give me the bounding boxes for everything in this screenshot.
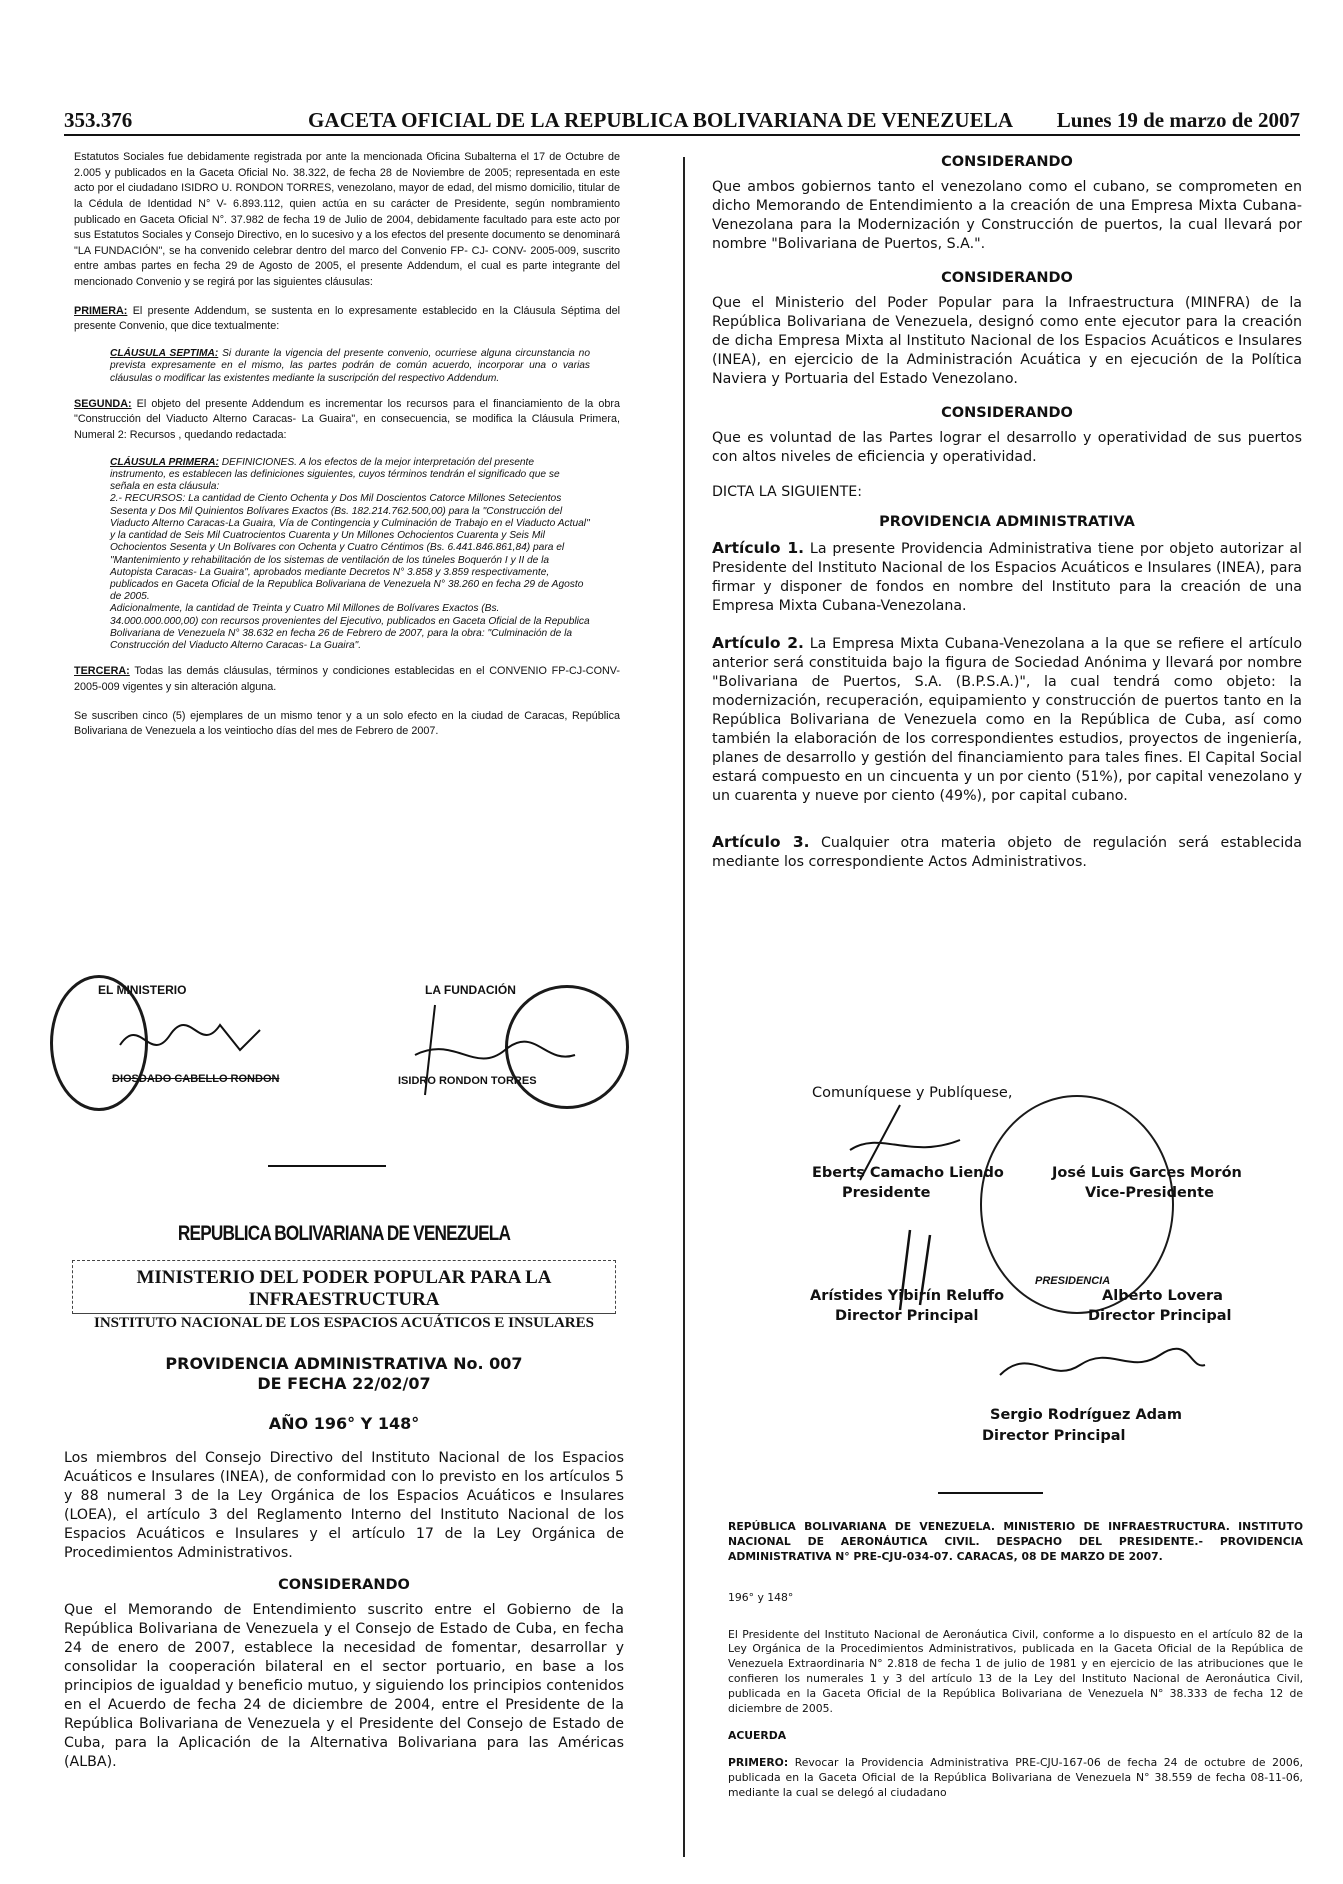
seal-text: PRESIDENCIA bbox=[1035, 1275, 1111, 1287]
clause-text: El objeto del presente Addendum es incrementar los recursos para el financiamiento de la obra "Construcción del Viaducto Alterno Caracas- La Guaira", en consecuencia, se modifica la Cláusula Primera, Numeral 2: Recursos , quedando redactada: bbox=[74, 397, 620, 442]
dicta-line: DICTA LA SIGUIENTE: bbox=[712, 484, 862, 501]
clause-text: El presente Addendum, se sustenta en lo expresamente establecido en la Cláusula Séptima del presente Convenio, que dice textualmente: bbox=[74, 304, 620, 333]
year-line: AÑO 196° Y 148° bbox=[268, 1413, 420, 1433]
signer-1-name: Eberts Camacho Liendo bbox=[812, 1165, 1004, 1181]
quote-label: CLÁUSULA SEPTIMA: bbox=[110, 348, 219, 360]
clause-label: PRIMERA: bbox=[74, 304, 128, 317]
primero-paragraph bbox=[728, 1756, 1303, 1801]
quote-clausula-primera bbox=[110, 457, 590, 653]
article-text: La Empresa Mixta Cubana-Venezolana a la que se refiere el artículo anterior será constituida bajo la figura de Sociedad Anónima y llevará por nombre "Bolivariana de Puertos, S.A. (B.P.S.A.)", la cual tendrá como objeto: la modernización, recuperación, equipamiento y construcción de puertos tanto en la República Bolivariana de Venezuela como en la República de Cuba, así como también la elaboración de los correspondientes estudios, proyectos de ingeniería, planes de desarrollo y gestión del financiamiento para tales fines. El Capital Social estará compuesto en un cincuenta y un por ciento (51%), por capital venezolano y un cuarenta y nueve por ciento (49%), por capital cubano. bbox=[712, 635, 1302, 804]
considerando-heading: CONSIDERANDO bbox=[941, 270, 1073, 287]
article-label: Artículo 1. bbox=[712, 539, 805, 558]
signer-4-role: Director Principal bbox=[1088, 1308, 1232, 1324]
quote-text: DEFINICIONES. A los efectos de la mejor interpretación del presente instrumento, es establecen las definiciones siguientes, cuyos términos tendrán el significado que se señala en esta cláusula: bbox=[110, 456, 560, 493]
instituto-heading: INSTITUTO NACIONAL DE LOS ESPACIOS ACUÁTICOS E INSULARES bbox=[93, 1314, 594, 1331]
articulo-2 bbox=[712, 633, 1302, 806]
signer-3-role: Director Principal bbox=[835, 1308, 979, 1324]
providencia-title bbox=[64, 1354, 624, 1394]
ministerio-heading: MINISTERIO DEL PODER POPULAR PARA LA INFRAESTRUCTURA bbox=[72, 1260, 616, 1314]
inac-paragraph: El Presidente del Instituto Nacional de Aeronáutica Civil, conforme a lo dispuesto en el artículo 82 de la Ley Orgánica de la Procedimientos Administrativos, publicada en la Gaceta Oficial de la República de Venezuela Extraordinaria N° 2.818 de fecha 1 de julio de 1981 y en ejercicio de las atribuciones que le confieren los numerales 1 y 3 del artículo 13 de la Ley del Instituto Nacional de Aeronáutica Civil, publicada en la Gaceta Oficial de la República Bolivariana de Venezuela N° 38.333 de fecha 12 de diciembre de 2005. bbox=[728, 1627, 1303, 1716]
article-label: Artículo 2. bbox=[712, 633, 804, 652]
gazette-title: GACETA OFICIAL DE LA REPUBLICA BOLIVARIANA DE VENEZUELA bbox=[308, 108, 1014, 132]
considerando-heading: CONSIDERANDO bbox=[941, 154, 1073, 170]
clause-text: Todas las demás cláusulas, términos y condiciones establecidas en el CONVENIO FP-CJ-CONV-2005-009 vigentes y sin alteración alguna. bbox=[74, 665, 620, 694]
ministerio-signer: DIOSDADO CABELLO RONDON bbox=[112, 1073, 280, 1085]
section-divider bbox=[938, 1492, 1043, 1494]
article-text: Cualquier otra materia objeto de regulación será establecida mediante los correspondiente Actos Administrativos. bbox=[712, 834, 1302, 870]
signer-1-role: Presidente bbox=[842, 1185, 931, 1201]
page-number: 353.376 bbox=[64, 108, 133, 132]
considerando-heading: CONSIDERANDO bbox=[278, 1576, 410, 1593]
article-text: La presente Providencia Administrativa tiene por objeto autorizar al Presidente del Instituto Nacional de los Espacios Acuáticos e Insulares (INEA), para firmar y disponer de fondos en nombre del Instituto para la creación de una Empresa Mixta Cubana-Venezolana. bbox=[712, 541, 1302, 615]
issue-date: Lunes 19 de marzo de 2007 bbox=[1056, 108, 1300, 132]
section-divider bbox=[268, 1165, 386, 1167]
quote-clausula-septima bbox=[110, 348, 590, 385]
articulo-1 bbox=[712, 538, 1302, 616]
signer-4-name: Alberto Lovera bbox=[1102, 1288, 1223, 1304]
addendum-intro: Estatutos Sociales fue debidamente registrada por ante la mencionada Oficina Subalterna el 17 de Octubre de 2.005 y publicados en la Gaceta Oficial No. 38.322, de fecha 28 de Noviembre de 2005; representada en este acto por el ciudadano ISIDRO U. RONDON TORRES, venezolano, mayor de edad, del mismo domicilio, titular de la Cédula de Identidad N° V- 6.893.112, quien actúa en su carácter de Presidente, según nombramiento publicado en Gaceta Oficial N°. 37.982 de fecha 19 de Julio de 2004, debidamente facultado para este acto por sus Estatutos Sociales y Consejo Directivo, en lo sucesivo y a los efectos del presente documento se denominará "LA FUNDACIÓN", se ha convenido celebrar dentro del marco del Convenio FP- CJ- CONV- 2005-009, suscrito entre ambas partes en fecha 29 de Agosto de 2005, el presente Addendum, el cual es parte integrante del mencionado Convenio y se regirá por las siguientes cláusulas: bbox=[74, 151, 620, 289]
providencia-007 bbox=[64, 1222, 624, 1772]
republica-heading: REPUBLICA BOLIVARIANA DE VENEZUELA bbox=[177, 1222, 511, 1245]
inac-heading: REPÚBLICA BOLIVARIANA DE VENEZUELA. MINISTERIO DE INFRAESTRUCTURA. INSTITUTO NACIONAL DE AERONÁUTICA CIVIL. DESPACHO DEL PRESIDENTE.- PROVIDENCIA ADMINISTRATIVA N° PRE-CJU-034-07. CARACAS, 08 DE MARZO DE 2007. bbox=[728, 1520, 1303, 1563]
quote-definiciones bbox=[110, 457, 590, 494]
column-divider bbox=[683, 157, 685, 1857]
inac-years: 196° y 148° bbox=[728, 1590, 794, 1604]
considerando-2: Que ambos gobiernos tanto el venezolano como el cubano, se comprometen en dicho Memorando de Entendimiento a la creación de una Empresa Mixta Cubana-Venezolana para la Modernización y Construcción de puertos, la cual llevará por nombre "Bolivariana de Puertos, S.A.". bbox=[712, 179, 1302, 253]
providencia-number: PROVIDENCIA ADMINISTRATIVA No. 007 bbox=[165, 1353, 523, 1373]
fundacion-signature-icon bbox=[395, 995, 595, 1105]
providencia-continuation bbox=[712, 154, 1302, 888]
providencia-date: DE FECHA 22/02/07 bbox=[257, 1373, 431, 1393]
inac-providencia bbox=[728, 1520, 1303, 1812]
comuniquese-line: Comuníquese y Publíquese, bbox=[812, 1085, 1013, 1101]
addendum-signatures bbox=[50, 975, 650, 1145]
preamble: Los miembros del Consejo Directivo del Instituto Nacional de los Espacios Acuáticos e Insulares (INEA), de conformidad con lo previsto en los artículos 5 y 88 numeral 3 de la Ley Orgánica de los Espacios Acuáticos e Insulares (LOEA), el artículo 3 del Reglamento Interno del Instituto Nacional de los Espacios Acuáticos e Insulares y el artículo 17 de la Ley Orgánica de Procedimientos Administrativos. bbox=[64, 1449, 624, 1561]
ministerio-signature-icon bbox=[110, 1005, 290, 1075]
considerando-3: Que el Ministerio del Poder Popular para la Infraestructura (MINFRA) de la República Bolivariana de Venezuela, designó como ente ejecutor para la creación de dicha Empresa Mixta al Instituto Nacional de los Espacios Acuáticos e Insulares (INEA), en ejercicio de la Administración Acuática y en ejecución de la Política Naviera y Portuaria del Estado Venezolano. bbox=[712, 295, 1302, 388]
quote-adicional: Adicionalmente, la cantidad de Treinta y Cuatro Mil Millones de Bolívares Exactos (Bs. 34.000.000.000,00) con recursos provenientes del Ejecutivo, publicados en Gaceta Oficial de la Republica Bolivariana de Venezuela N° 38.632 en fecha 26 de Febrero de 2007, para la obra: "Culminación de la Construcción del Viaducto Alterno Caracas- La Guaira". bbox=[110, 603, 590, 652]
clause-primera bbox=[74, 304, 620, 335]
director-signature-icon bbox=[990, 1335, 1210, 1395]
signer-2-name: José Luis Garces Morón bbox=[1052, 1165, 1242, 1181]
quote-text: Si durante la vigencia del presente convenio, ocurriese alguna circunstancia no prevista expresamente en el mismo, las partes podrán de común acuerdo, incorporar una o varias cláusulas o modificar las existentes mediante la suscripción del respectivo Addendum. bbox=[110, 348, 590, 384]
signer-3-name: Arístides Yibirín Reluffo bbox=[810, 1288, 1005, 1304]
primero-text: Revocar la Providencia Administrativa PRE-CJU-167-06 de fecha 24 de octubre de 2006, publicada en la Gaceta Oficial de la República Bolivariana de Venezuela N° 38.559 de fecha 08-11-06, mediante la cual se delegó al ciudadano bbox=[728, 1755, 1303, 1799]
gazette-header bbox=[64, 108, 1300, 136]
considerando-1: Que el Memorando de Entendimiento suscrito entre el Gobierno de la República Bolivariana de Venezuela y el Consejo de Estado de Cuba, en fecha 24 de enero de 2007, establece la necesidad de fomentar, desarrollar y consolidar la cooperación bilateral en el sector portuario, en base a los principios de igualdad y beneficio mutuo, y siguiendo los principios contenidos en el Acuerdo de fecha 24 de diciembre de 2004, entre el Presidente de la República Bolivariana de Venezuela y el Presidente del Consejo de Estado de Cuba, para la Aplicación de la Alternativa Bolivariana para las Américas (ALBA). bbox=[64, 1601, 624, 1771]
considerando-heading: CONSIDERANDO bbox=[941, 405, 1073, 422]
clause-tercera bbox=[74, 664, 620, 695]
providencia-heading: PROVIDENCIA ADMINISTRATIVA bbox=[879, 514, 1135, 531]
clause-label: TERCERA: bbox=[74, 665, 130, 678]
considerando-4: Que es voluntad de las Partes lograr el desarrollo y operatividad de sus puertos con altos niveles de eficiencia y operatividad. bbox=[712, 430, 1302, 466]
addendum-section bbox=[74, 150, 620, 753]
signer-5-name: Sergio Rodríguez Adam bbox=[990, 1407, 1182, 1423]
clause-label: SEGUNDA: bbox=[74, 397, 132, 410]
providencia-signatures bbox=[700, 1085, 1300, 1455]
primero-label: PRIMERO: bbox=[728, 1755, 789, 1769]
quote-recursos: 2.- RECURSOS: La cantidad de Ciento Ochenta y Dos Mil Doscientos Catorce Millones Setecientos Sesenta y Dos Mil Quinientos Bolívares Exactos (Bs. 182.214.762.500,00) para la "Construcción del Viaducto Alterno Caracas-La Guaira, Vía de Contingencia y Culminación de Trabajo en el Viaducto Actual" y la cantidad de Seis Mil Cuatrocientos Cuarenta y Un Millones Ochocientos Cuarenta y Seis Mil Ochocientos Sesenta y Un Bolívares con Ochenta y Cuatro Céntimos (Bs. 6.441.846.861,84) para el "Mantenimiento y rehabilitación de los sistemas de ventilación de los túneles Boquerón I y II de la Autopista Caracas- La Guaira", aprobados mediante Decretos N° 3.858 y 3.859 respectivamente, publicados en Gaceta Oficial de la Republica Bolivariana de Venezuela N° 38.260 en fecha 29 de Agosto de 2005. bbox=[110, 493, 590, 603]
clause-segunda bbox=[74, 397, 620, 444]
article-label: Artículo 3. bbox=[712, 832, 810, 851]
fundacion-label: LA FUNDACIÓN bbox=[425, 983, 516, 997]
quote-label: CLÁUSULA PRIMERA: bbox=[110, 456, 219, 468]
closing-paragraph: Se suscriben cinco (5) ejemplares de un mismo tenor y a un solo efecto en la ciudad de Caracas, República Bolivariana de Venezuela a los veintiocho días del mes de Febrero de 2007. bbox=[74, 709, 620, 738]
fundacion-signer: ISIDRO RONDON TORRES bbox=[398, 1075, 537, 1087]
ministerio-label: EL MINISTERIO bbox=[98, 983, 187, 997]
signer-5-role: Director Principal bbox=[982, 1428, 1126, 1444]
signer-2-role: Vice-Presidente bbox=[1085, 1185, 1214, 1201]
articulo-3 bbox=[712, 832, 1302, 872]
acuerda-heading: ACUERDA bbox=[728, 1728, 787, 1742]
